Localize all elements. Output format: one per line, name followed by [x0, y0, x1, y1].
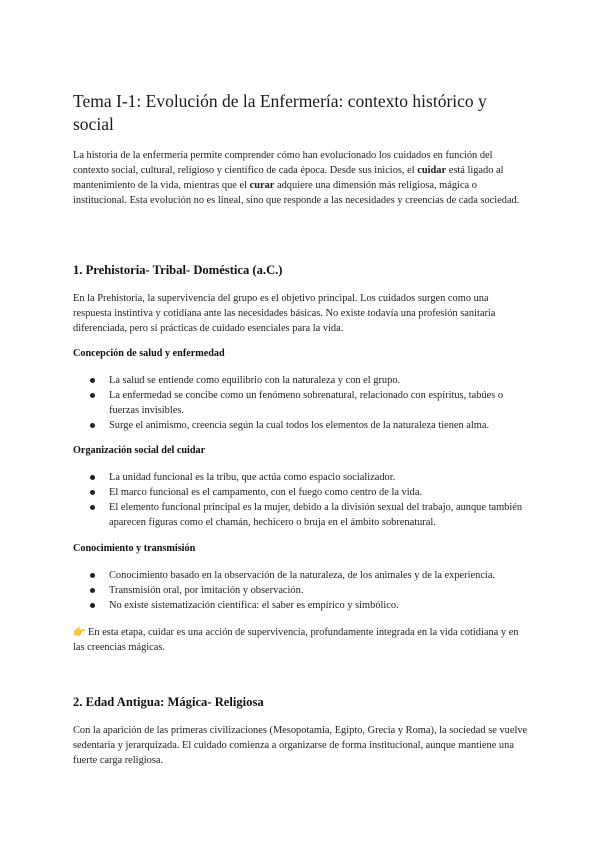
bullet-icon	[90, 573, 95, 578]
list-item-text: La salud se entiende como equilibrio con la naturaleza y con el grupo.	[109, 375, 401, 386]
bullet-icon	[90, 505, 95, 510]
list-item	[73, 373, 529, 388]
sub2-heading: Organización social del cuidar	[73, 445, 206, 456]
intro-text-3: adquiere una dimensión más religiosa, mágica o institucional. Esta evolución no es lineal, sino que responde a las necesidades y creencias de cada sociedad.	[73, 180, 520, 206]
list-item-text: Transmisión oral, por imitación y observación.	[109, 585, 304, 596]
sub3-list	[73, 568, 529, 613]
intro-bold-cuidar: cuidar	[417, 165, 447, 176]
list-item-text: La enfermedad se concibe como un fenómeno sobrenatural, relacionado con espíritus, tabúes o fuerzas invisibles.	[109, 390, 504, 416]
list-item	[73, 470, 529, 485]
list-item-text: Conocimiento basado en la observación de la naturaleza, de los animales y de la experiencia.	[109, 570, 496, 581]
section1-note	[73, 625, 529, 655]
section2-heading: 2. Edad Antigua: Mágica- Religiosa	[73, 695, 264, 709]
section1-paragraph: En la Prehistoria, la supervivencia del grupo es el objetivo principal. Los cuidados surgen como una respuesta instintiva y cotidiana ante las necesidades básicas. No existe todavía una profesión sanitaria diferenciada, pero sí prácticas de cuidado esenciales para la vida.	[73, 293, 496, 334]
section2-paragraph: Con la aparición de las primeras civilizaciones (Mesopotamia, Egipto, Grecia y Roma), la sociedad se vuelve sedentaria y jerarquizada. El cuidado comienza a organizarse de forma institucional, aunque mantiene una fuerte carga religiosa.	[73, 725, 528, 766]
sub2-list	[73, 470, 529, 530]
list-item	[73, 500, 529, 530]
list-item	[73, 485, 529, 500]
sub1-list	[73, 373, 529, 433]
list-item-text: Surge el animismo, creencia según la cual todos los elementos de la naturaleza tienen alma.	[109, 420, 490, 431]
list-item	[73, 418, 529, 433]
intro-paragraph	[73, 148, 529, 208]
section1-heading: 1. Prehistoria- Tribal- Doméstica (a.C.)	[73, 263, 283, 277]
page-title: Tema I-1: Evolución de la Enfermería: contexto histórico y social	[73, 91, 487, 134]
bullet-icon	[90, 393, 95, 398]
intro-text-2: está ligado al mantenimiento de la vida, mientras que el	[73, 165, 504, 191]
bullet-icon	[90, 603, 95, 608]
list-item	[73, 598, 529, 613]
pointing-hand-icon: 👉	[73, 627, 86, 638]
list-item-text: La unidad funcional es la tribu, que actúa como espacio socializador.	[109, 472, 396, 483]
note-text: En esta etapa, cuidar es una acción de supervivencia, profundamente integrada en la vida cotidiana y en las creencias mágicas.	[73, 627, 519, 653]
list-item-text: No existe sistematización científica: el saber es empírico y simbólico.	[109, 600, 399, 611]
list-item	[73, 568, 529, 583]
bullet-icon	[90, 588, 95, 593]
intro-text-1: La historia de la enfermería permite comprender cómo han evolucionado los cuidados en función del contexto social, cultural, religioso y científico de cada época. Desde sus inicios, el	[73, 150, 493, 176]
list-item	[73, 583, 529, 598]
list-item-text: El elemento funcional principal es la mujer, debido a la división sexual del trabajo, aunque también aparecen figuras como el chamán, hechicero o bruja en el ámbito sobrenatural.	[109, 502, 523, 528]
intro-bold-curar: curar	[249, 180, 275, 191]
list-item-text: El marco funcional es el campamento, con el fuego como centro de la vida.	[109, 487, 423, 498]
bullet-icon	[90, 378, 95, 383]
bullet-icon	[90, 423, 95, 428]
list-item	[73, 388, 529, 418]
bullet-icon	[90, 490, 95, 495]
sub1-heading: Concepción de salud y enfermedad	[73, 348, 225, 359]
bullet-icon	[90, 475, 95, 480]
sub3-heading: Conocimiento y transmisión	[73, 543, 196, 554]
